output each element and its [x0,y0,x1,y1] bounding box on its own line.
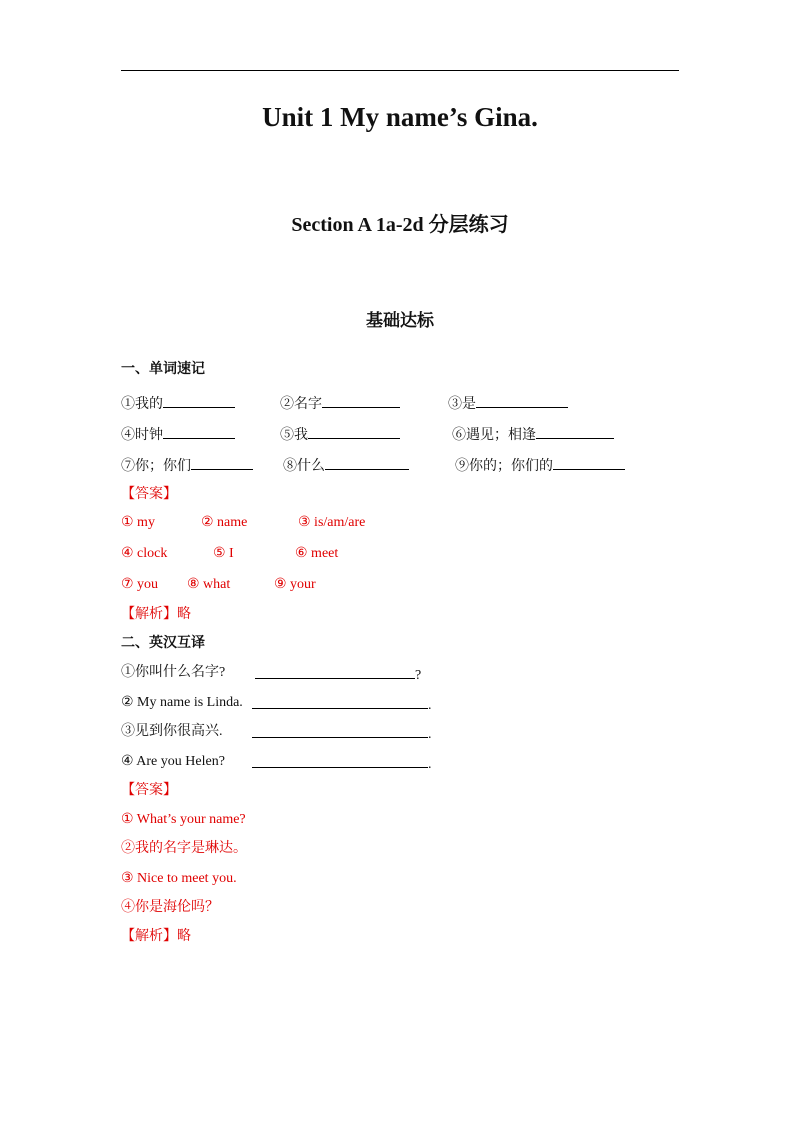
vocab-item-1: ①我的 [121,393,235,414]
answer-item: ⑥ meet [295,546,339,561]
answer-row-2 [121,545,681,563]
answer-item: ⑧ what [187,577,231,592]
vocab-row-2 [121,424,681,442]
answer-row-3 [121,576,681,594]
answer-item: ⑨ your [274,577,316,592]
level-heading: 基础达标 [366,311,434,330]
answer-blank-line[interactable]: . [252,694,432,715]
translation-answer-3: ③ Nice to meet you. [121,871,237,886]
question-text: ② My name is Linda. [121,695,243,710]
header-rule [121,70,679,71]
vocab-item-3: ③是 [448,393,568,414]
section-subtitle: Section A 1a-2d 分层练习 [291,214,509,236]
translation-answer-1: ① What’s your name? [121,812,246,827]
answer-tag: 【答案】 [121,783,177,798]
answer-blank[interactable] [325,455,409,470]
vocab-item-5: ⑤我 [280,424,400,445]
question-3 [121,723,681,741]
answer-blank[interactable] [553,455,625,470]
vocab-row-1 [121,393,681,411]
answer-blank[interactable] [322,393,400,408]
vocab-item-9: ⑨你的；你们的 [455,455,625,476]
translation-answer-2: ②我的名字是琳达。 [121,841,247,856]
page-title: Unit 1 My name’s Gina. [262,102,538,132]
question-4 [121,753,681,771]
question-text: ④ Are you Helen? [121,754,225,769]
answer-item: ⑤ I [213,546,234,561]
vocab-item-7: ⑦你；你们 [121,455,253,476]
translation-answer-4: ④你是海伦吗？ [121,900,219,915]
question-1 [121,664,681,682]
vocab-item-8: ⑧什么 [283,455,409,476]
answer-blank-line[interactable]: . [252,723,432,744]
answer-row-1 [121,514,681,532]
vocab-item-2: ②名字 [280,393,400,414]
part2-heading: 二、英汉互译 [121,636,205,651]
answer-blank[interactable] [163,424,235,439]
answer-blank[interactable] [536,424,614,439]
vocab-item-6: ⑥遇见；相逢 [452,424,614,445]
answer-tag: 【答案】 [121,487,177,502]
answer-blank[interactable] [163,393,235,408]
answer-item: ① my [121,515,155,530]
answer-blank[interactable] [476,393,568,408]
vocab-row-3 [121,455,681,473]
answer-item: ④ clock [121,546,168,561]
analysis-line: 【解析】略 [121,607,191,622]
answer-item: ② name [201,515,248,530]
analysis-line: 【解析】略 [121,929,191,944]
part1-heading: 一、单词速记 [121,362,205,377]
answer-blank[interactable] [191,455,253,470]
question-text: ③见到你很高兴. [121,724,223,739]
answer-blank-line[interactable]: . [252,753,432,774]
vocab-item-4: ④时钟 [121,424,235,445]
answer-item: ③ is/am/are [298,515,366,530]
answer-blank[interactable] [308,424,400,439]
question-2 [121,694,681,712]
answer-blank-line[interactable]: ? [255,664,421,685]
question-text: ①你叫什么名字? [121,665,226,680]
answer-item: ⑦ you [121,577,159,592]
